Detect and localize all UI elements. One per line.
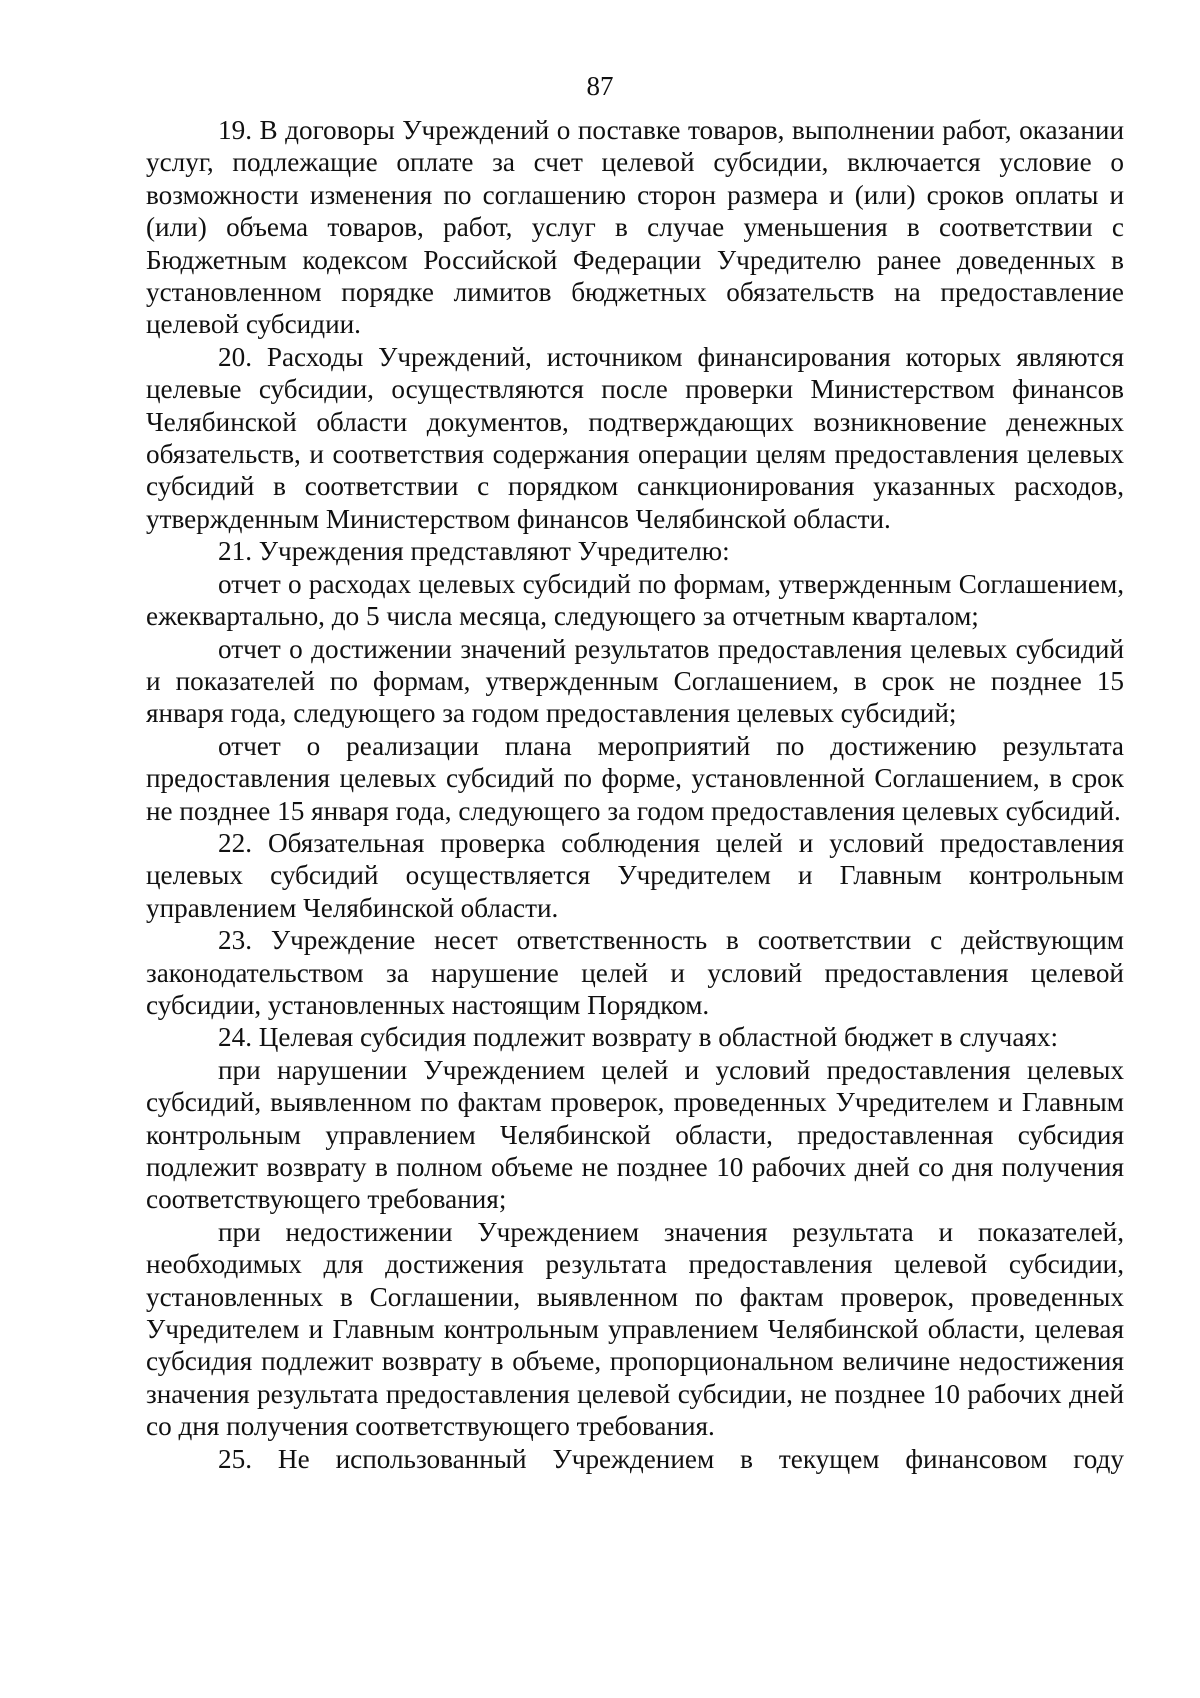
document-body — [146, 114, 1124, 1475]
paragraph-20: 20. Расходы Учреждений, источником финансирования которых являются целевые субсидии, осуществляются после проверки Министерством финансов Челябинской области документов, подтверждающих возникновение денежных обязательств, и соответствия содержания операции целям предоставления целевых субсидий в соответствии с порядком санкционирования указанных расходов, утвержденным Министерством финансов Челябинской области. — [146, 341, 1124, 534]
paragraph-21-item-3: отчет о реализации плана мероприятий по достижению результата предоставления целевых субсидий по форме, установленной Соглашением, в срок не позднее 15 января года, следующего за годом предоставления целевых субсидий. — [146, 730, 1124, 826]
paragraph-21: 21. Учреждения представляют Учредителю: — [218, 536, 730, 567]
paragraph-19: 19. В договоры Учреждений о поставке товаров, выполнении работ, оказании услуг, подлежащие оплате за счет целевой субсидии, включается условие о возможности изменения по соглашению сторон размера и (или) сроков оплаты и (или) объема товаров, работ, услуг в случае уменьшения в соответствии с Бюджетным кодексом Российской Федерации Учредителю ранее доведенных в установленном порядке лимитов бюджетных обязательств на предоставление целевой субсидии. — [146, 115, 1124, 340]
paragraph-21-item-2: отчет о достижении значений результатов предоставления целевых субсидий и показателей по формам, утвержденным Соглашением, в срок не позднее 15 января года, следующего за годом предоставления целевых субсидий; — [146, 633, 1124, 729]
page-number: 87 — [586, 71, 614, 101]
paragraph-22: 22. Обязательная проверка соблюдения целей и условий предоставления целевых субсидий осуществляется Учредителем и Главным контрольным управлением Челябинской области. — [146, 827, 1124, 923]
paragraph-24-item-2: при недостижении Учреждением значения результата и показателей, необходимых для достижения результата предоставления целевой субсидии, установленных в Соглашении, выявленном по фактам проверок, проведенных Учредителем и Главным контрольным управлением Челябинской области, целевая субсидия подлежит возврату в объеме, пропорциональном величине недостижения значения результата предоставления целевой субсидии, не позднее 10 рабочих дней со дня получения соответствующего требования. — [146, 1216, 1124, 1442]
paragraph-24: 24. Целевая субсидия подлежит возврату в областной бюджет в случаях: — [218, 1022, 1059, 1053]
paragraph-24-item-1: при нарушении Учреждением целей и условий предоставления целевых субсидий, выявленном по фактам проверок, проведенных Учредителем и Главным контрольным управлением Челябинской области, предоставленная субсидия подлежит возврату в полном объеме не позднее 10 рабочих дней со дня получения соответствующего требования; — [146, 1054, 1124, 1215]
paragraph-21-item-1: отчет о расходах целевых субсидий по формам, утвержденным Соглашением, ежеквартально, до 5 числа месяца, следующего за отчетным кварталом; — [146, 568, 1124, 632]
paragraph-23: 23. Учреждение несет ответственность в соответствии с действующим законодательством за нарушение целей и условий предоставления целевой субсидии, установленных настоящим Порядком. — [146, 925, 1124, 1020]
paragraph-25: 25. Не использованный Учреждением в текущем финансовом году — [218, 1443, 1124, 1474]
